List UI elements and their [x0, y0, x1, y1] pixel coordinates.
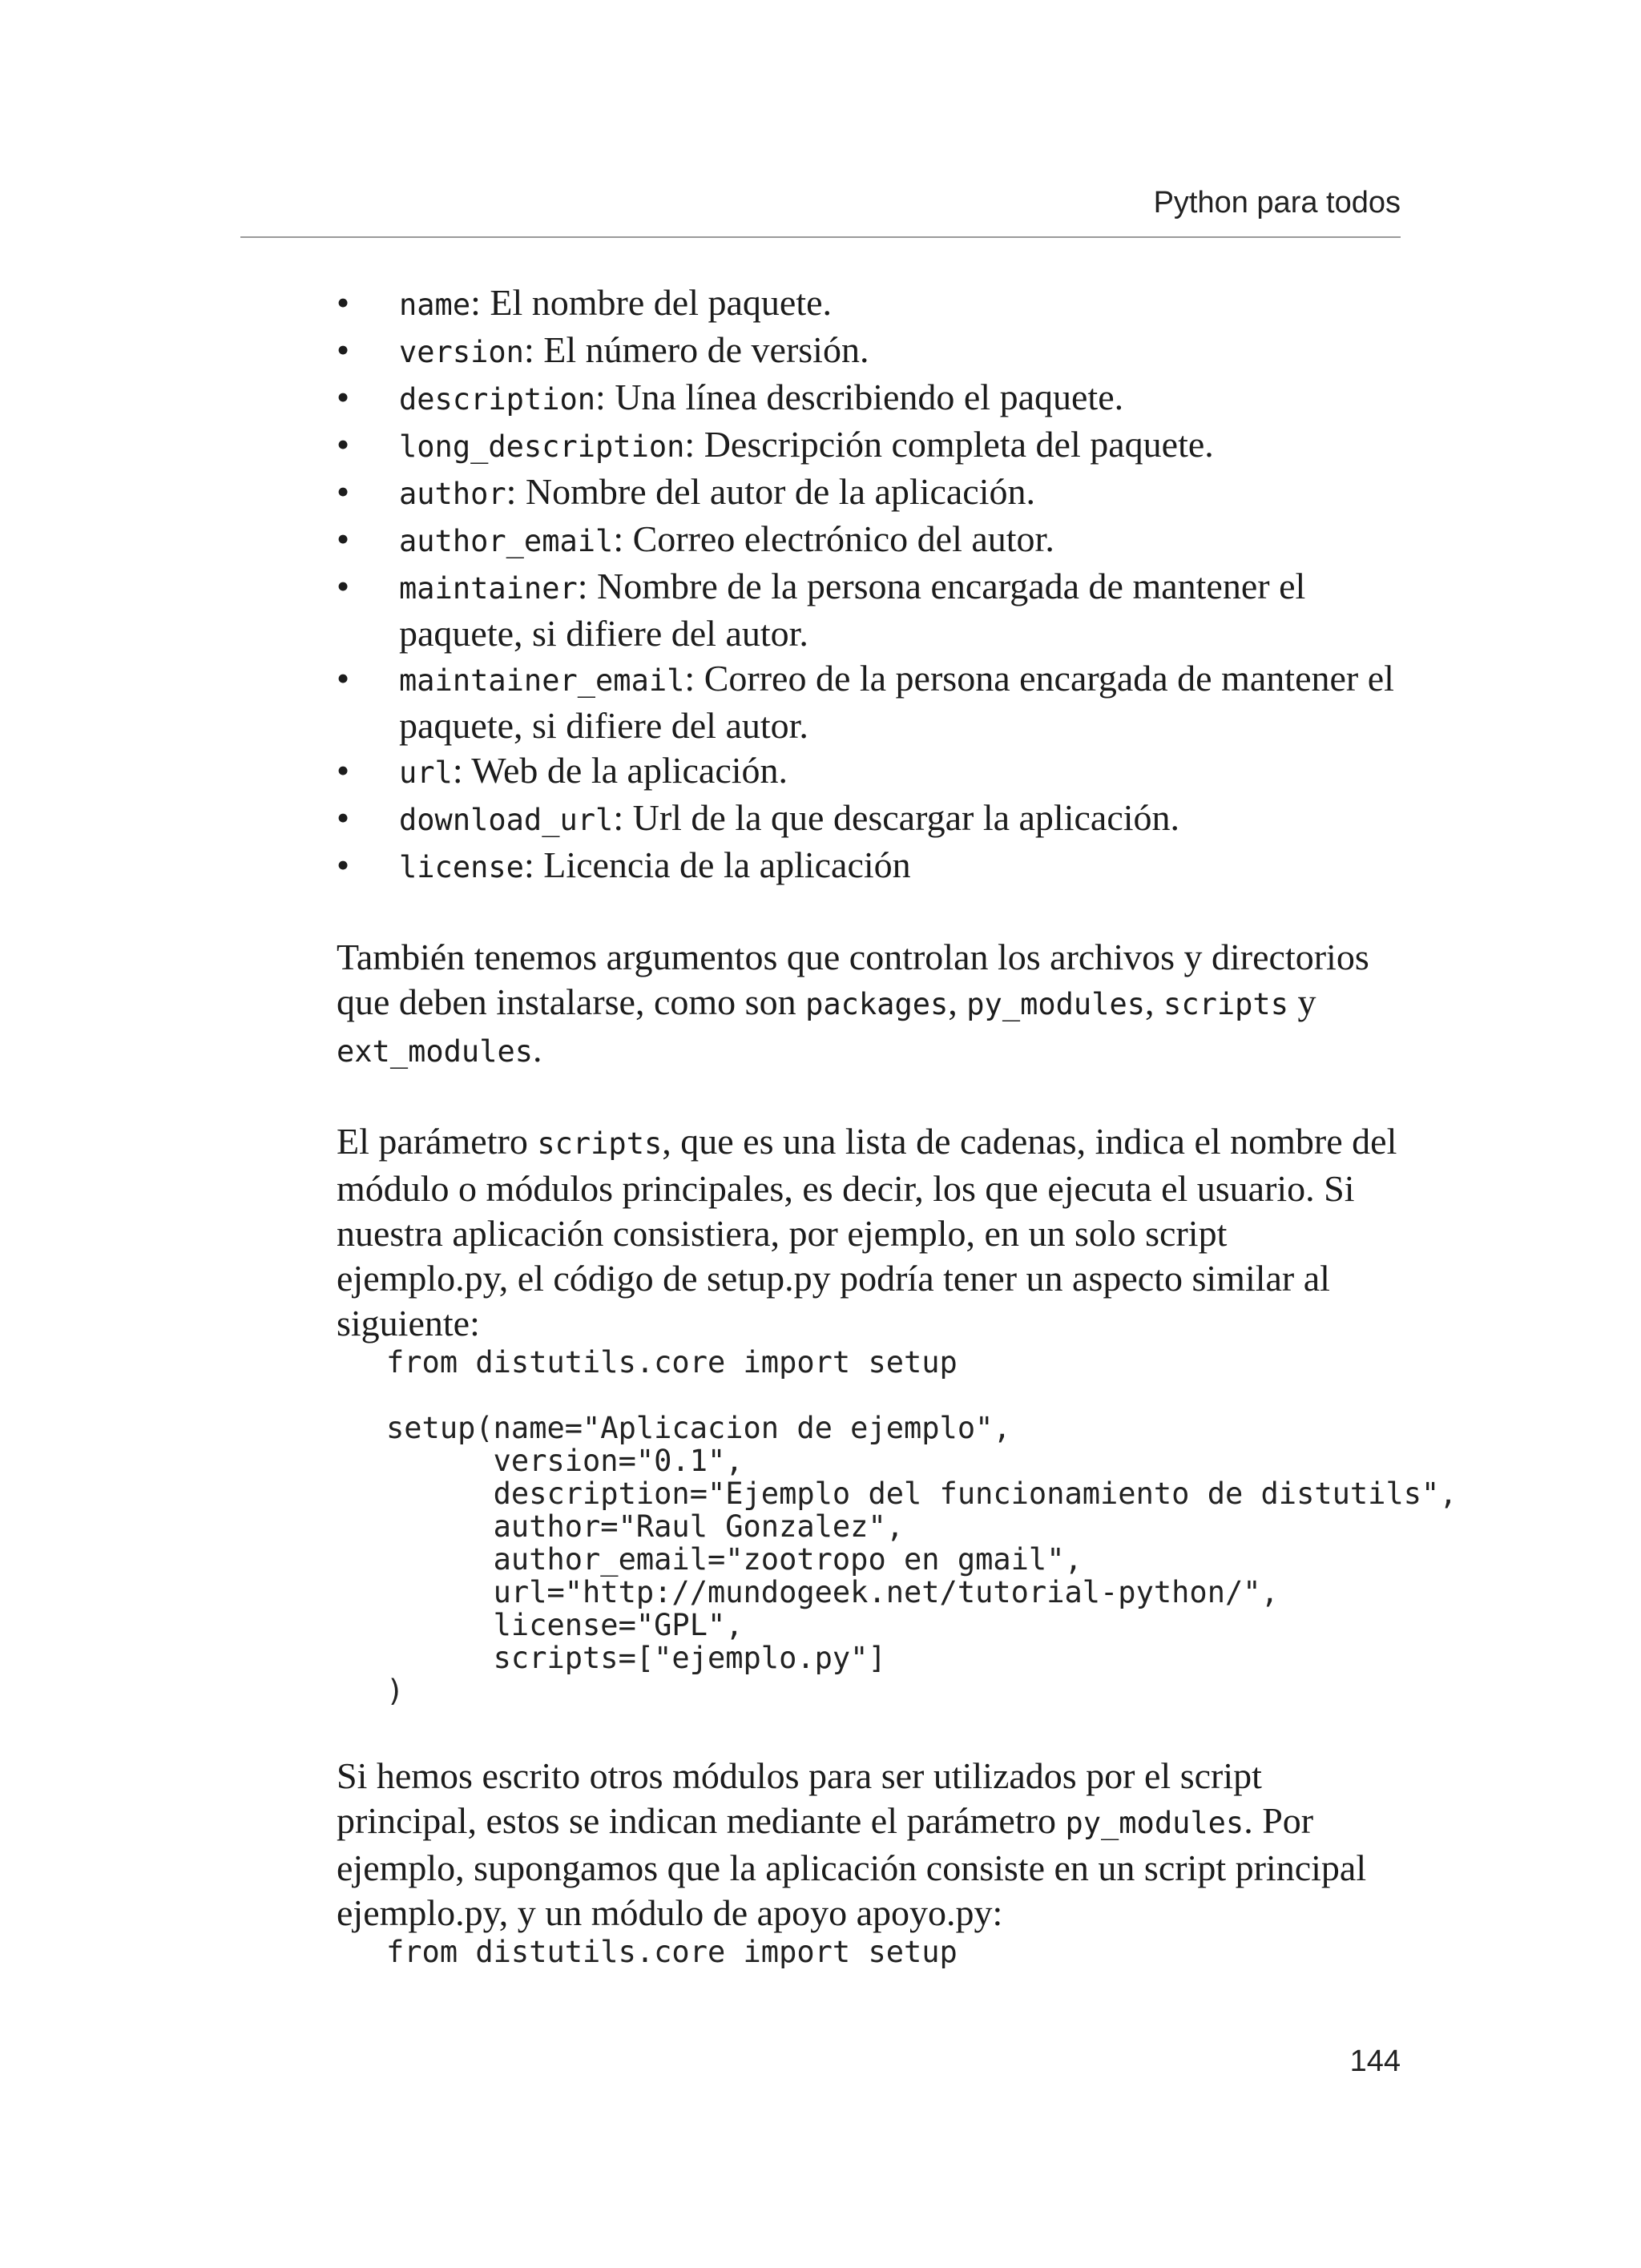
inline-code: scripts: [537, 1126, 663, 1161]
argument-name: name: [399, 288, 471, 322]
page-number: 144: [1349, 2044, 1401, 2078]
list-item: [337, 422, 1402, 469]
bullet-icon: •: [337, 377, 350, 417]
setup-arguments-list: [337, 280, 1402, 890]
argument-name: long_description: [399, 429, 685, 464]
paragraph-text: .: [533, 1029, 542, 1070]
paragraph-text: , que es una lista de cadenas, indica el nombre del módulo o módulos principales, es decir, los que ejecuta el usuario. Si nuestra aplicación consistiera, por ejemplo, en un solo script ejemplo.py, el código de setup.py podría tener un aspecto similar al siguiente:: [337, 1121, 1397, 1343]
code-block-setup-example: from distutils.core import setup setup(name="Aplicacion de ejemplo", version="0.1", description="Ejemplo del funcionamiento de distutils", author="Raul Gonzalez", author_email="zootropo en gmail", url="http://mundogeek.net/tutorial-python/", license="GPL", scripts=["ejemplo.py"] ): [386, 1345, 1458, 1708]
argument-description: : El número de versión.: [523, 329, 869, 370]
paragraph-text: ,: [948, 981, 967, 1022]
argument-description: : El nombre del paquete.: [470, 282, 833, 323]
paragraph-text: . Por ejemplo, supongamos que la aplicación consiste en un script principal ejemplo.py, y un módulo de apoyo apoyo.py:: [337, 1800, 1367, 1933]
list-item: [337, 656, 1402, 748]
bullet-icon: •: [337, 566, 350, 606]
argument-description: : Una línea describiendo el paquete.: [595, 377, 1124, 417]
paragraph-text: ,: [1145, 981, 1164, 1022]
argument-description: : Licencia de la aplicación: [523, 844, 911, 885]
list-item: [337, 517, 1402, 564]
argument-name: version: [399, 335, 524, 369]
list-item: [337, 280, 1402, 328]
paragraph-file-arguments: [337, 935, 1402, 1074]
argument-name: license: [399, 850, 524, 884]
bullet-icon: •: [337, 471, 350, 512]
inline-code: py_modules: [1065, 1806, 1244, 1840]
bullet-icon: •: [337, 750, 350, 791]
bullet-icon: •: [337, 658, 350, 699]
argument-name: download_url: [399, 803, 614, 837]
inline-code: py_modules: [966, 987, 1146, 1021]
paragraph-py-modules: [337, 1754, 1402, 1936]
paragraph-text: Si hemos escrito otros módulos para ser utilizados por el script principal, estos se indican mediante el parámetro: [337, 1755, 1262, 1841]
argument-description: : Nombre de la persona encargada de mantener el paquete, si difiere del autor.: [399, 566, 1306, 654]
running-header-title: Python para todos: [1153, 186, 1401, 220]
list-item: [337, 796, 1402, 843]
argument-name: url: [399, 755, 453, 790]
list-item: [337, 843, 1402, 890]
argument-description: : Descripción completa del paquete.: [684, 424, 1214, 465]
argument-description: : Web de la aplicación.: [452, 750, 788, 791]
inline-code: ext_modules: [337, 1034, 534, 1069]
code-block-import: from distutils.core import setup: [386, 1935, 958, 1969]
inline-code: scripts: [1163, 987, 1288, 1021]
list-item: [337, 748, 1402, 796]
argument-name: maintainer: [399, 571, 578, 606]
header-divider: [240, 236, 1401, 238]
list-item: [337, 375, 1402, 422]
argument-name: description: [399, 382, 596, 417]
list-item: [337, 469, 1402, 517]
argument-description: : Nombre del autor de la aplicación.: [506, 471, 1036, 512]
bullet-icon: •: [337, 844, 350, 885]
paragraph-text: También tenemos argumentos que controlan los archivos y directorios que deben instalarse, como son: [337, 937, 1369, 1022]
bullet-icon: •: [337, 518, 350, 559]
paragraph-text: y: [1288, 981, 1316, 1022]
inline-code: packages: [805, 987, 949, 1021]
paragraph-text: El parámetro: [337, 1121, 538, 1162]
bullet-icon: •: [337, 329, 350, 370]
argument-name: author_email: [399, 524, 614, 558]
argument-description: : Url de la que descargar la aplicación.: [613, 797, 1180, 838]
bullet-icon: •: [337, 282, 350, 323]
argument-description: : Correo electrónico del autor.: [613, 518, 1054, 559]
paragraph-scripts: [337, 1119, 1402, 1346]
list-item: [337, 328, 1402, 375]
bullet-icon: •: [337, 424, 350, 465]
argument-description: : Correo de la persona encargada de mantener el paquete, si difiere del autor.: [399, 658, 1394, 746]
page-content: [337, 280, 1458, 1969]
argument-name: maintainer_email: [399, 663, 685, 698]
argument-name: author: [399, 477, 506, 511]
bullet-icon: •: [337, 797, 350, 838]
list-item: [337, 564, 1402, 656]
